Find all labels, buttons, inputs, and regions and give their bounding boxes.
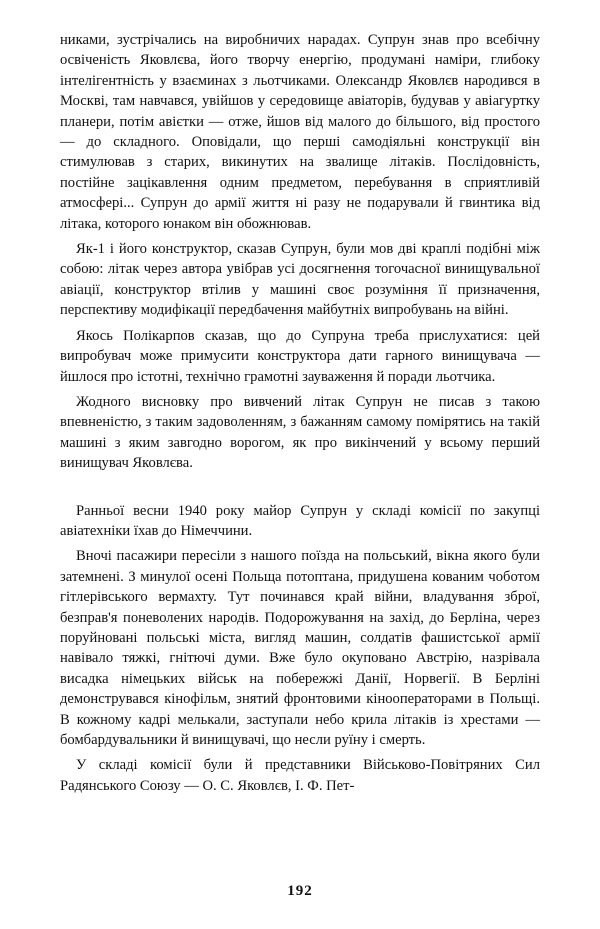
section-break <box>60 479 540 501</box>
page-number: 192 <box>287 883 313 899</box>
paragraph: Як-1 і його конструктор, сказав Супрун, були мов дві краплі подібні між собою: літак через автора увібрав усі досягнення тогочасної винищувальної авіації, конструктор втілив у машині своє розуміння її призначення, перспективу модифікації передбачення майбутніх випробувань на війні. <box>60 241 540 319</box>
paragraph: Вночі пасажири пересіли з нашого поїзда на польський, вікна якого були затемнені. З минулої осені Польща потоптана, придушена кованим чоботом гітлерівського вермахту. Тут починався край війни, владування зброї, безправ'я поневолених народів. Подорожування на захід, до Берліна, через поруйновані польські міста, вигляд машин, солдатів фашистської армії навівало тяжкі, гнітючі думи. Вже було окуповано Австрію, назрівала висадка німецьких військ на побережжі Данії, Норвегії. В Берліні демонструвався кінофільм, знятий фронтовими кінооператорами в Польщі. В кожному кадрі мелькали, заступали небо крила літаків із хрестами — бомбардувальники й винищувачі, що несли руїну і смерть. <box>60 548 540 748</box>
paragraph: Якось Полікарпов сказав, що до Супруна треба прислухатися: цей випробувач може примусити конструктора дати гарного винищувача — йшлося про істотні, технічно грамотні зауваження й поради льотчика. <box>60 327 540 385</box>
paragraph: никами, зустрічались на виробничих нарадах. Супрун знав про всебічну освіченість Яковлєва, його творчу енергію, продумані наміри, глибоку інтелігентність у взаєминах з льотчиками. Олександр Яковлєв народився в Москві, там навчався, увійшов у середовище авіаторів, будував у авіагуртку планери, потім авієтки — отже, йшов від малого до більшого, від простого — до складного. Оповідали, що перші самодіяльні конструкції він стимулював з старих, викинутих на звалище літаків. Послідовність, постійне зацікавлення одним предметом, перебування в сприятливій атмосфері... Супрун до армії життя ні разу не подарували й гвинтика від літака, которого юнаком він обожнював. <box>60 32 540 232</box>
paragraph: Жодного висновку про вивчений літак Супрун не писав з такою впевненістю, з таким задоволенням, з бажанням самому помірятись на такій машині з яким завгодно ворогом, як про викінчений у всьому перший винищувач Яковлєва. <box>60 393 540 472</box>
paragraph: Ранньої весни 1940 року майор Супрун у складі комісії по закупці авіатехніки їхав до Німеччини. <box>60 502 540 539</box>
paragraph: У складі комісії були й представники Військово-Повітряних Сил Радянського Союзу — О. С. Яковлєв, І. Ф. Пет- <box>60 757 540 794</box>
body-text <box>60 30 540 801</box>
